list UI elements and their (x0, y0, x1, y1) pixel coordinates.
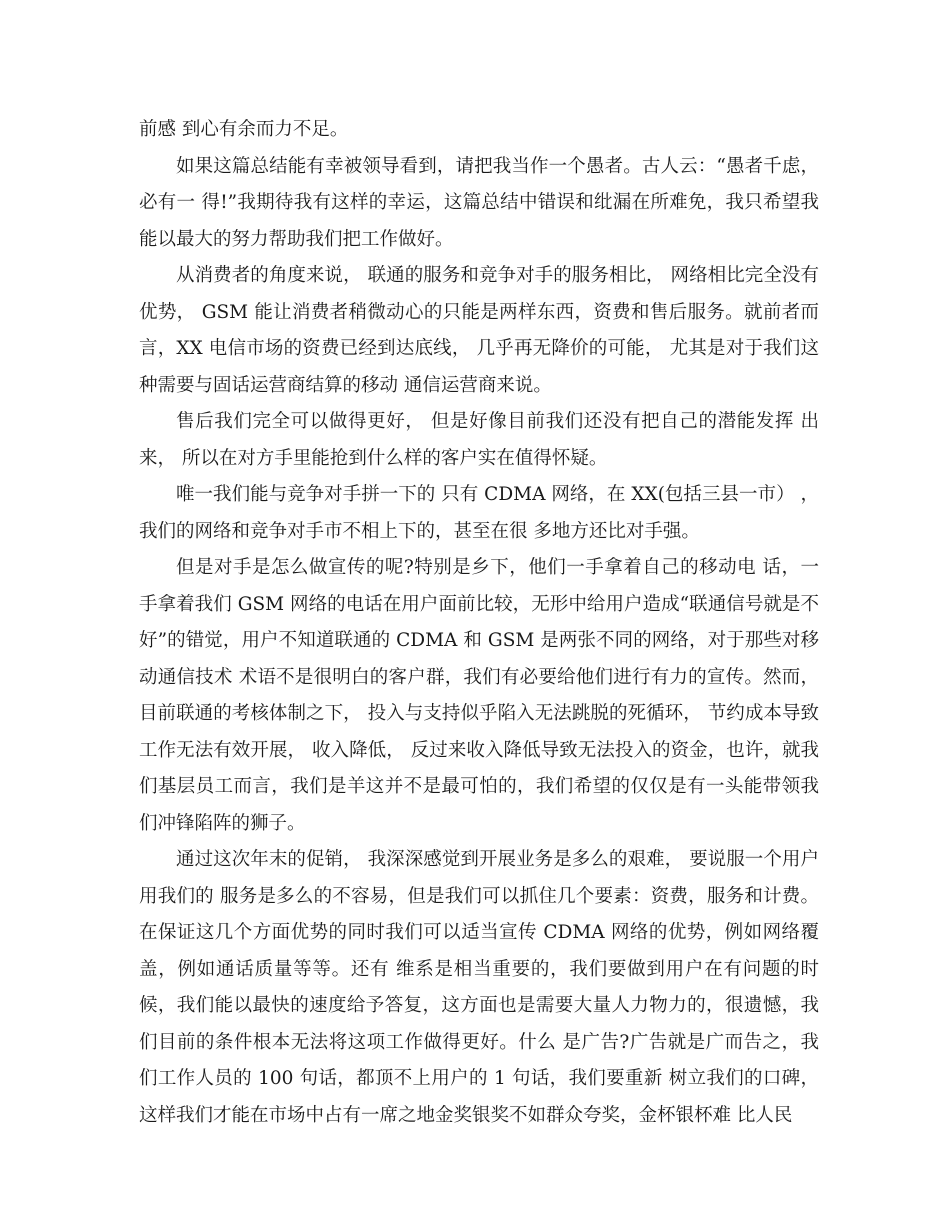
paragraph-6: 但是对手是怎么做宣传的呢?特别是乡下，他们一手拿着自己的移动电 话，一手拿着我们 GSM 网络的电话在用户面前比较，无形中给用户造成“联通信号就是不 好”的错觉，用户不知道联通的 CDMA 和 GSM 是两张不同的网络，对于那些对移动通信技术 术语不是很明白的客户群，我们有必要给他们进行有力的宣传。然而，目前联通的考核体制之下， 投入与支持似乎陷入无法跳脱的死循环， 节约成本导致工作无法有效开展， 收入降低， 反过来收入降低导致无法投入的资金，也许，就我们基层员工而言，我们是羊这并不是最可怕的，我们希望的仅仅是有一头能带领我们冲锋陷阵的狮子。 (139, 557, 819, 834)
document-body (139, 112, 819, 1134)
paragraph-2: 如果这篇总结能有幸被领导看到，请把我当作一个愚者。古人云：“愚者千虑，必有一 得!”我期待我有这样的幸运，这篇总结中错误和纰漏在所难免，我只希望我能以最大的努力帮助我们把工作做好。 (139, 155, 819, 250)
paragraph-1: 前感 到心有余而力不足。 (139, 119, 349, 140)
paragraph-3: 从消费者的角度来说， 联通的服务和竞争对手的服务相比， 网络相比完全没有优势， GSM 能让消费者稍微动心的只能是两样东西，资费和售后服务。就前者而言，XX 电信市场的资费已经到达底线， 几乎再无降价的可能， 尤其是对于我们这种需要与固话运营商结算的移动 通信运营商来说。 (139, 265, 819, 396)
paragraph-5: 唯一我们能与竞争对手拼一下的 只有 CDMA 网络，在 XX(包括三县一市） ，我们的网络和竞争对手市不相上下的，甚至在很 多地方还比对手强。 (139, 484, 819, 542)
paragraph-4: 售后我们完全可以做得更好， 但是好像目前我们还没有把自己的潜能发挥 出来， 所以在对方手里能抢到什么样的客户实在值得怀疑。 (139, 411, 819, 469)
paragraph-7: 通过这次年末的促销， 我深深感觉到开展业务是多么的艰难， 要说服一个用户用我们的 服务是多么的不容易，但是我们可以抓住几个要素：资费，服务和计费。在保证这几个方面优势的同时我们可以适当宣传 CDMA 网络的优势，例如网络覆盖，例如通话质量等等。还有 维系是相当重要的，我们要做到用户在有问题的时候，我们能以最快的速度给予答复，这方面也是需要大量人力物力的，很遗憾，我们目前的条件根本无法将这项工作做得更好。什么 是广告?广告就是广而告之，我们工作人员的 100 句话，都顶不上用户的 1 句话，我们要重新 树立我们的口碑， 这样我们才能在市场中占有一席之地金奖银奖不如群众夸奖，金杯银杯难 比人民 (139, 849, 819, 1126)
